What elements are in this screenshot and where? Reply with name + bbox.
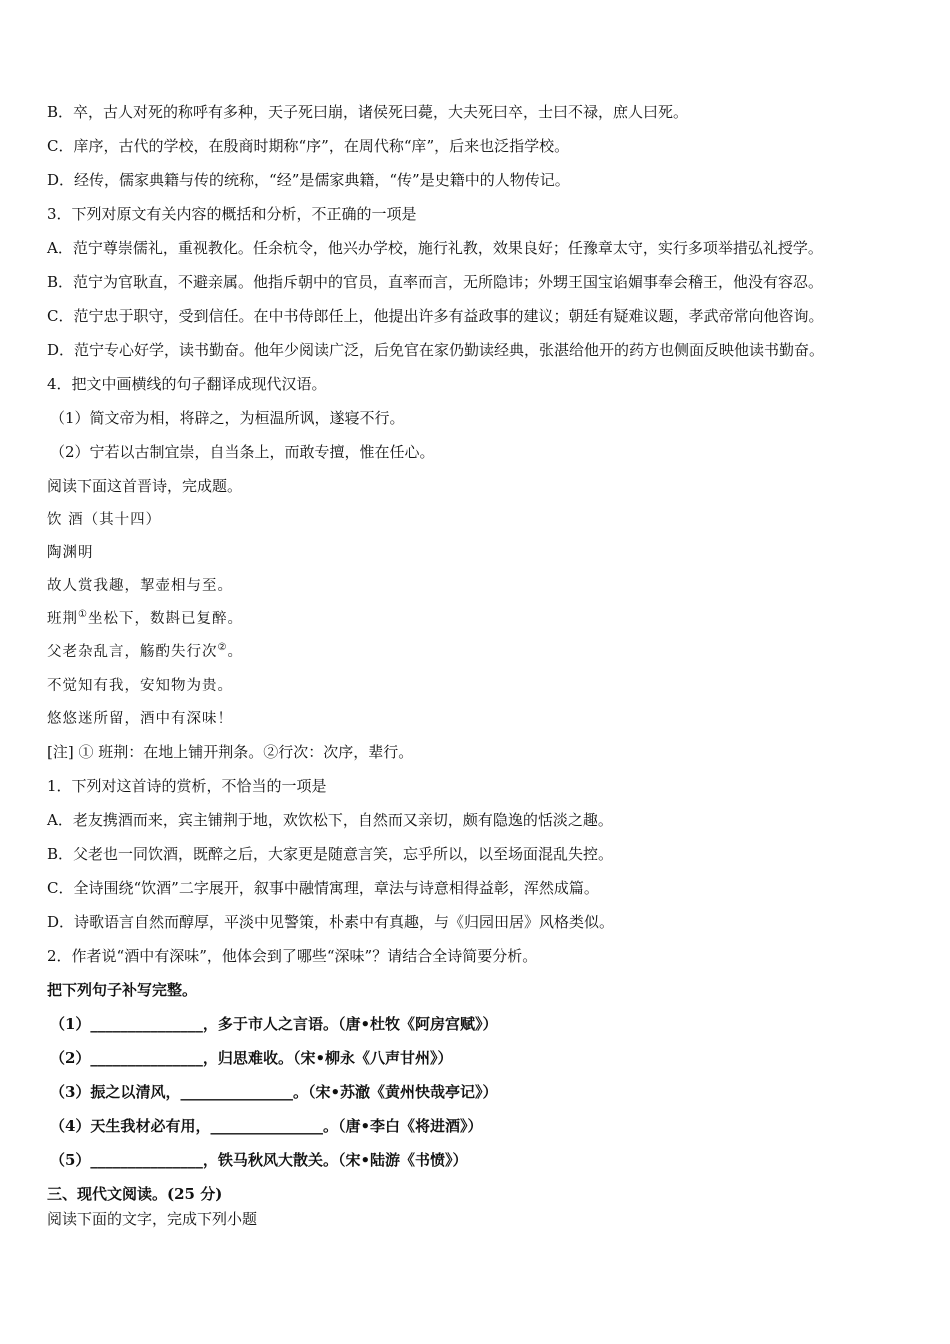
poem-note: [注] ① 班荆：在地上铺开荆条。②行次：次序，辈行。 (47, 743, 414, 761)
poem-q1-option-c: C．全诗围绕“饮酒”二字展开，叙事中融情寓理，章法与诗意相得益彰，浑然成篇。 (47, 879, 599, 897)
q2-option-c: C．庠序，古代的学校，在殷商时期称“序”，在周代称“庠”，后来也泛指学校。 (47, 137, 570, 155)
fill-item-3: （3）振之以清风，_______________。（宋•苏澈《黄州快哉亭记》） (50, 1083, 498, 1101)
poem-intro: 阅读下面这首晋诗，完成题。 (47, 477, 243, 495)
q3-option-c: C．范宁忠于职守，受到信任。在中书侍郎任上，他提出许多有益政事的建议；朝廷有疑难议题，孝武帝常向他咨询。 (47, 307, 824, 325)
fill-item-1: （1）_______________，多于市人之言语。（唐•杜牧《阿房宫赋》） (50, 1015, 498, 1033)
poem-title: 饮 酒（其十四） (47, 512, 162, 528)
poem-line-5: 悠悠迷所留，酒中有深味！ (47, 711, 233, 727)
q4-stem: 4．把文中画横线的句子翻译成现代汉语。 (47, 375, 327, 393)
poem-q2: 2．作者说“酒中有深味”，他体会到了哪些“深味”？请结合全诗简要分析。 (47, 947, 538, 965)
fill-section-title: 把下列句子补写完整。 (47, 981, 198, 999)
q2-option-d: D．经传，儒家典籍与传的统称，“经”是儒家典籍，“传”是史籍中的人物传记。 (47, 171, 570, 189)
poem-q1-option-b: B．父老也一同饮酒，既醉之后，大家更是随意言笑，忘乎所以，以至场面混乱失控。 (47, 845, 614, 863)
poem-q1-option-a: A．老友携酒而来，宾主铺荆于地，欢饮松下，自然而又亲切，颇有隐逸的恬淡之趣。 (47, 811, 613, 829)
q3-option-a: A．范宁尊崇儒礼，重视教化。任余杭令，他兴办学校，施行礼教，效果良好；任豫章太守，实行多项举措弘礼授学。 (47, 239, 823, 257)
poem-q1-stem: 1．下列对这首诗的赏析，不恰当的一项是 (47, 777, 327, 795)
poem-line-2: 班荆①坐松下，数斟已复醉。 (47, 609, 243, 627)
q4-item-2: （2）宁若以古制宜崇，自当条上，而敢专擅，惟在任心。 (50, 443, 435, 461)
section3-intro: 阅读下面的文字，完成下列小题 (47, 1210, 258, 1228)
poem-line-4: 不觉知有我，安知物为贵。 (47, 678, 233, 694)
q4-item-1: （1）简文帝为相，将辟之，为桓温所讽，遂寝不行。 (50, 409, 405, 427)
footnote-marker-2: ② (217, 642, 228, 654)
poem-line-3: 父老杂乱言，觞酌失行次②。 (47, 642, 243, 660)
q3-stem: 3．下列对原文有关内容的概括和分析，不正确的一项是 (47, 205, 417, 223)
section3-heading: 三、现代文阅读。(25 分) (47, 1185, 223, 1203)
poem-q1-option-d: D．诗歌语言自然而醇厚，平淡中见警策，朴素中有真趣，与《归园田居》风格类似。 (47, 913, 615, 931)
fill-item-4: （4）天生我材必有用，_______________。（唐•李白《将进酒》） (50, 1117, 483, 1135)
q3-option-d: D．范宁专心好学，读书勤奋。他年少阅读广泛，后免官在家仍勤读经典，张湛给他开的药方也侧面反映他读书勤奋。 (47, 341, 825, 359)
footnote-marker-1: ① (78, 609, 88, 621)
q2-option-b: B．卒，古人对死的称呼有多种，天子死曰崩，诸侯死曰薨，大夫死曰卒，士曰不禄，庶人曰死。 (47, 103, 689, 121)
fill-item-2: （2）_______________，归思难收。（宋•柳永《八声甘州》） (50, 1049, 453, 1067)
fill-item-5: （5）_______________，铁马秋风大散关。（宋•陆游《书愤》） (50, 1151, 468, 1169)
poem-line-1: 故人赏我趣，挈壶相与至。 (47, 578, 233, 594)
poem-author: 陶渊明 (47, 545, 94, 561)
q3-option-b: B．范宁为官耿直，不避亲属。他指斥朝中的官员，直率而言，无所隐讳；外甥王国宝谄媚事奉会稽王，他没有容忍。 (47, 273, 824, 291)
